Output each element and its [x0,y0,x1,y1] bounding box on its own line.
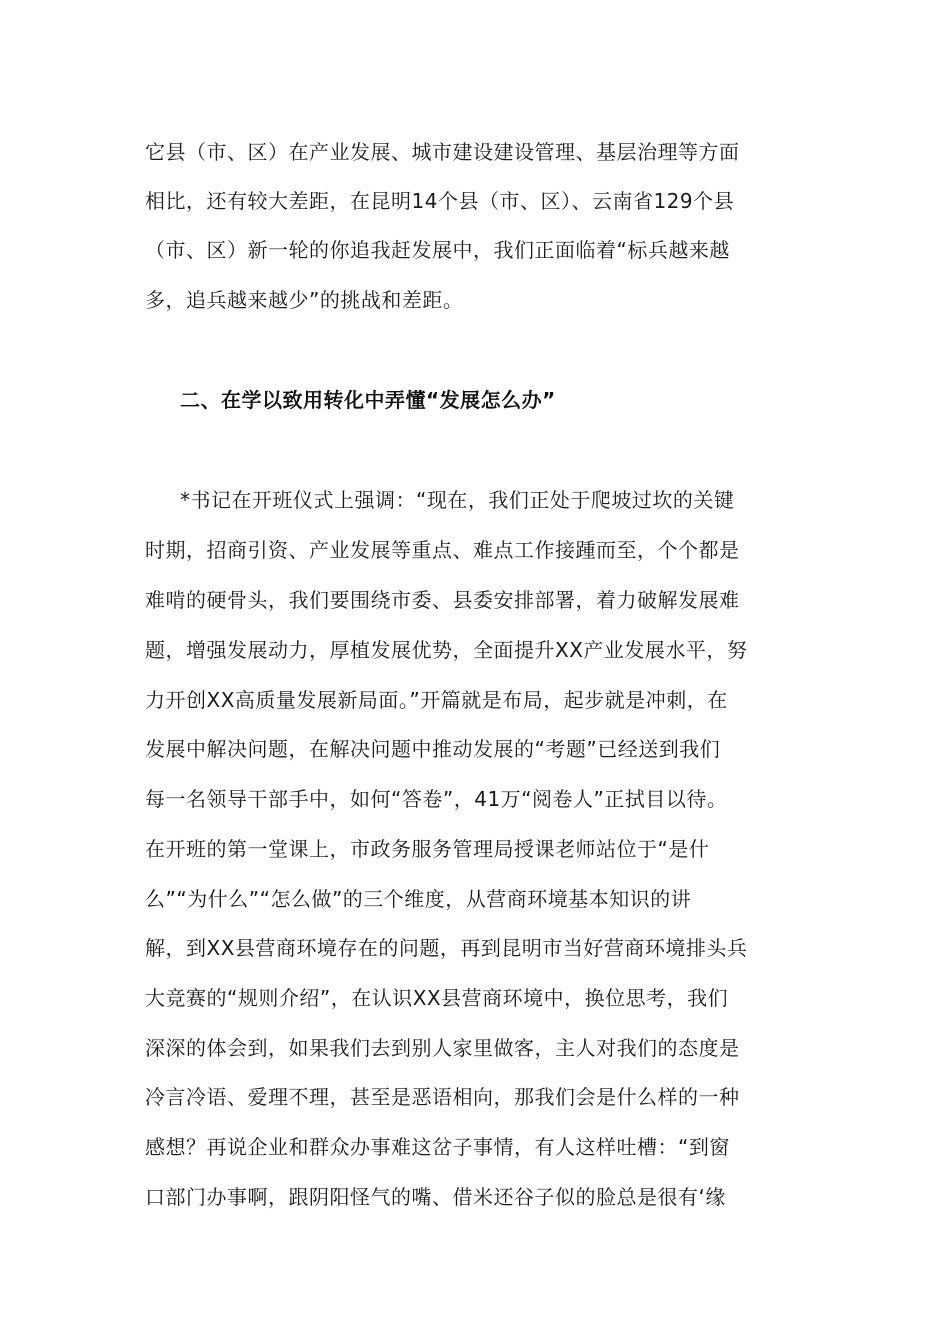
paragraph-line: 多，追兵越来越少”的挑战和差距。 [145,288,464,312]
paragraph-line: 时期，招商引资、产业发展等重点、难点工作接踵而至，个个都是 [145,538,740,562]
paragraph-line: 在开班的第一堂课上，市政务服务管理局授课老师站位于“是什 [145,837,710,861]
paragraph-line: *书记在开班仪式上强调：“现在，我们正处于爬坡过坎的关键 [180,488,735,512]
paragraph-line: 难啃的硬骨头，我们要围绕市委、县委安排部署，着力破解发展难 [145,588,740,612]
paragraph-line: 力开创XX高质量发展新局面。”开篇就是布局，起步就是冲刺，在 [145,688,728,712]
paragraph-line: 每一名领导干部手中，如何“答卷”，41万“阅卷人”正拭目以待。 [145,787,728,811]
paragraph-line: （市、区）新一轮的你追我赶发展中，我们正面临着“标兵越来越 [145,238,730,262]
paragraph-line: 深深的体会到，如果我们去到别人家里做客，主人对我们的态度是 [145,1036,740,1060]
paragraph-line: 发展中解决问题，在解决问题中推动发展的“考题”已经送到我们 [145,737,721,761]
paragraph-line: 题，增强发展动力，厚植发展优势，全面提升XX产业发展水平，努 [145,638,748,662]
paragraph-line: 冷言冷语、爱理不理，甚至是恶语相向，那我们会是什么样的一种 [145,1085,740,1109]
paragraph-line: 感想？再说企业和群众办事难这岔子事情，有人这样吐槽：“到窗 [145,1135,730,1159]
paragraph-line: 么”“为什么”“怎么做”的三个维度，从营商环境基本知识的讲 [145,887,692,911]
paragraph-line: 口部门办事啊，跟阴阳怪气的嘴、借米还谷子似的脸总是很有‘缘 [145,1185,726,1209]
paragraph-line: 它县（市、区）在产业发展、城市建设建设管理、基层治理等方面 [145,140,740,164]
section-heading: 二、在学以致用转化中弄懂“发展怎么办” [180,388,556,412]
paragraph-line: 相比，还有较大差距，在昆明14个县（市、区）、云南省129个县 [145,189,735,213]
paragraph-line: 大竞赛的“规则介绍”，在认识XX县营商环境中，换位思考，我们 [145,986,729,1010]
paragraph-line: 解，到XX县营商环境存在的问题，再到昆明市当好营商环境排头兵 [145,936,748,960]
